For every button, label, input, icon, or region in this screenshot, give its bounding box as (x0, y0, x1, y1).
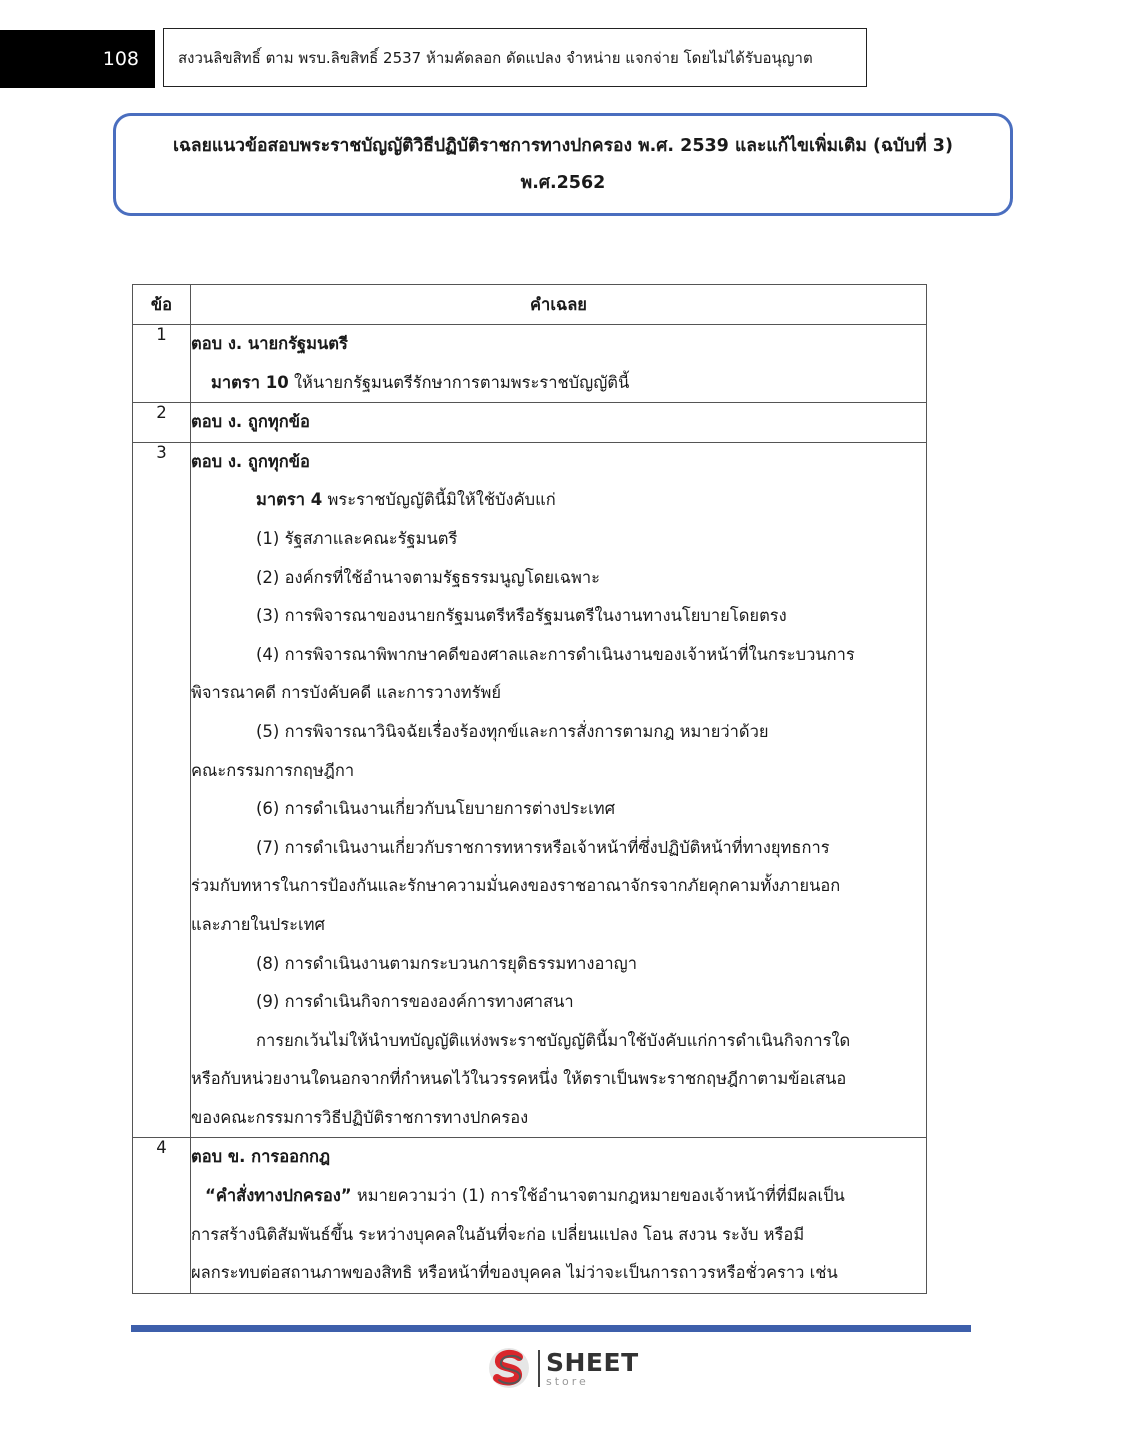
answer-choice: ตอบ ง. นายกรัฐมนตรี (191, 334, 348, 353)
exemption-item: (7) การดำเนินงานเกี่ยวกับราชการทหารหรือเจ้าหน้าที่ซึ่งปฏิบัติหน้าที่ทางยุทธการ (256, 837, 830, 857)
sheet-store-logo (486, 1344, 639, 1392)
header-answer: คำเฉลย (191, 285, 927, 325)
closing-paragraph-continued: หรือกับหน่วยงานใดนอกจากที่กำหนดไว้ในวรรคหนึ่ง ให้ตราเป็นพระราชกฤษฎีกาตามข้อเสนอ (191, 1069, 847, 1089)
question-number: 4 (133, 1138, 191, 1293)
definition-line: ผลกระทบต่อสถานภาพของสิทธิ หรือหน้าที่ของบุคคล ไม่ว่าจะเป็นการถาวรหรือชั่วคราว เช่น (191, 1263, 838, 1283)
closing-paragraph-continued: ของคณะกรรมการวิธีปฏิบัติราชการทางปกครอง (191, 1107, 529, 1127)
table-row (133, 1138, 927, 1293)
definition-line: การสร้างนิติสัมพันธ์ขึ้น ระหว่างบุคคลในอันที่จะก่อ เปลี่ยนแปลง โอน สงวน ระงับ หรือมี (191, 1224, 805, 1244)
answer-cell (191, 325, 927, 403)
copyright-notice: สงวนลิขสิทธิ์ ตาม พรบ.ลิขสิทธิ์ 2537 ห้ามคัดลอก ดัดแปลง จำหน่าย แจกจ่าย โดยไม่ได้รับอนุญาต (163, 28, 867, 87)
logo-sub-text: store (546, 1374, 589, 1388)
definition-text: หมายความว่า (1) การใช้อำนาจตามกฎหมายของเจ้าหน้าที่ที่มีผลเป็น (351, 1186, 845, 1206)
exemption-item-continued: คณะกรรมการกฤษฎีกา (191, 760, 355, 780)
exemption-item: (3) การพิจารณาของนายกรัฐมนตรีหรือรัฐมนตรีในงานทางนโยบายโดยตรง (256, 606, 787, 626)
s-logo-icon (486, 1345, 532, 1391)
header-no: ข้อ (133, 285, 191, 325)
table-row (133, 403, 927, 443)
explanation-line (191, 481, 926, 520)
defined-term: “คำสั่งทางปกครอง” (205, 1186, 352, 1206)
answer-cell (191, 442, 927, 1138)
exemption-item: (5) การพิจารณาวินิจฉัยเรื่องร้องทุกข์และการสั่งการตามกฎ หมายว่าด้วย (256, 721, 769, 741)
answer-choice: ตอบ ง. ถูกทุกข้อ (191, 451, 310, 471)
footer-divider (131, 1325, 971, 1332)
answer-choice: ตอบ ข. การออกกฎ (191, 1147, 331, 1167)
table-header-row (133, 285, 927, 325)
logo-wordmark (538, 1347, 639, 1388)
table-row (133, 442, 927, 1138)
exemption-item-continued: พิจารณาคดี การบังคับคดี และการวางทรัพย์ (191, 683, 501, 703)
page-number: 108 (0, 30, 155, 88)
title-line-2: พ.ศ.2562 (520, 172, 606, 193)
answer-cell (191, 1138, 927, 1293)
exemption-item: (2) องค์กรที่ใช้อำนาจตามรัฐธรรมนูญโดยเฉพาะ (256, 567, 600, 587)
answer-table (132, 284, 927, 1294)
table-row (133, 325, 927, 403)
logo-main-text: SHEET (546, 1347, 639, 1377)
question-number: 1 (133, 325, 191, 403)
exemption-item-continued: ร่วมกับทหารในการป้องกันและรักษาความมั่นคงของราชอาณาจักรจากภัยคุกคามทั้งภายนอก (191, 876, 841, 896)
explanation-line (191, 364, 926, 403)
exemption-item: (4) การพิจารณาพิพากษาคดีของศาลและการดำเนินงานของเจ้าหน้าที่ในกระบวนการ (256, 644, 855, 664)
exemption-item: (1) รัฐสภาและคณะรัฐมนตรี (256, 528, 458, 548)
exemption-item: (8) การดำเนินงานตามกระบวนการยุติธรรมทางอาญา (256, 953, 637, 973)
answer-cell (191, 403, 927, 443)
closing-paragraph: การยกเว้นไม่ให้นำบทบัญญัติแห่งพระราชบัญญัตินี้มาใช้บังคับแก่การดำเนินกิจการใด (256, 1030, 851, 1050)
title-line-1: เฉลยแนวข้อสอบพระราชบัญญัติวิธีปฏิบัติราชการทางปกครอง พ.ศ. 2539 และแก้ไขเพิ่มเติม (ฉบับที่ 3) (173, 135, 953, 156)
section-label: มาตรา 4 (256, 490, 323, 510)
section-text: พระราชบัญญัตินี้มิให้ใช้บังคับแก่ (322, 490, 556, 510)
section-text: ให้นายกรัฐมนตรีรักษาการตามพระราชบัญญัตินี้ (288, 372, 630, 392)
definition-line (191, 1177, 926, 1216)
question-number: 3 (133, 442, 191, 1138)
section-label: มาตรา 10 (211, 372, 289, 392)
exemption-item: (9) การดำเนินกิจการขององค์การทางศาสนา (256, 992, 574, 1012)
answer-choice: ตอบ ง. ถูกทุกข้อ (191, 412, 310, 432)
exemption-item-continued: และภายในประเทศ (191, 914, 325, 934)
question-number: 2 (133, 403, 191, 443)
exemption-item: (6) การดำเนินงานเกี่ยวกับนโยบายการต่างประเทศ (256, 799, 616, 819)
document-title (113, 113, 1013, 216)
